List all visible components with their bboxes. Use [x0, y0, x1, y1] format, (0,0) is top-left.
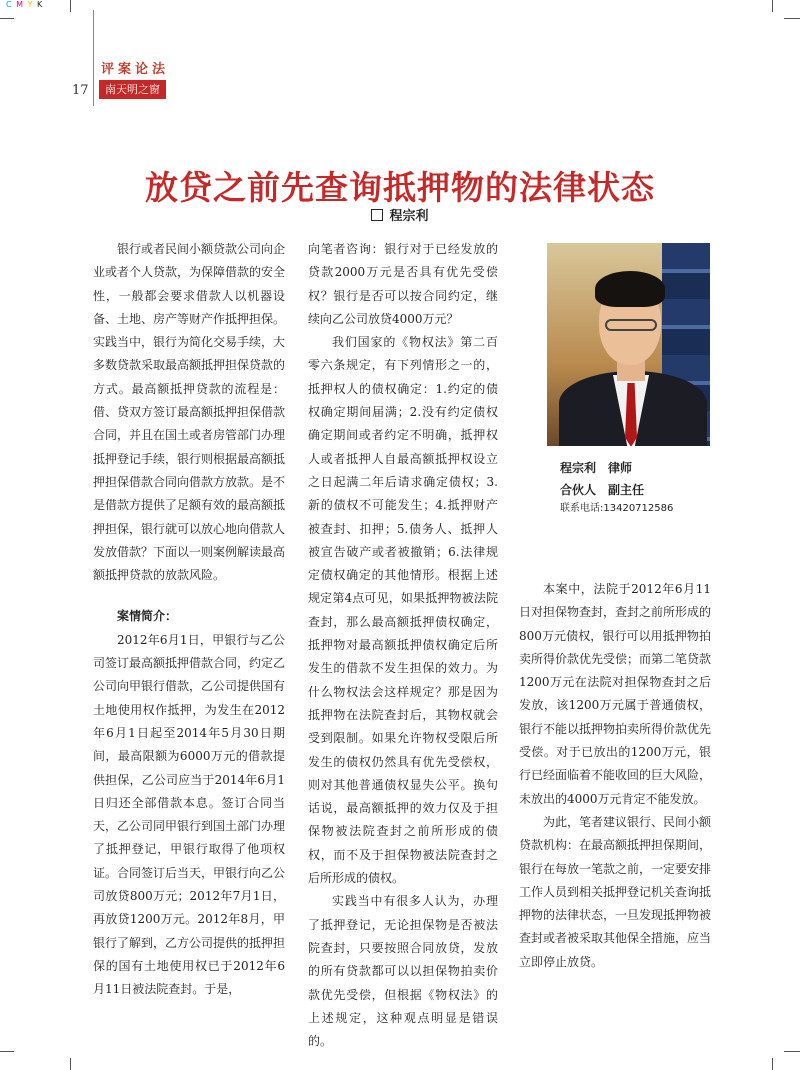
black-mark: K: [37, 0, 44, 9]
article-column-2: [308, 238, 498, 1053]
paragraph: 实践当中有很多人认为，办理了抵押登记，无论担保物是否被法院查封，只要按照合同放贷，发放的所有贷款都可以以担保物拍卖价款优先受偿，但根据《物权法》的上述规定，这种观点明显是错误的。: [308, 894, 498, 1049]
glasses: [605, 319, 657, 331]
byline: [0, 205, 800, 224]
crop-mark: [784, 1051, 800, 1052]
page-number: 17: [72, 83, 89, 98]
article-column-1: [93, 238, 285, 1002]
cyan-mark: C: [6, 0, 13, 9]
author-name: 程宗利: [389, 209, 429, 224]
cmyk-color-marks: [6, 0, 43, 9]
caption-position: 合伙人 副主任: [560, 483, 645, 497]
article-column-3: [519, 578, 711, 974]
paragraph: 本案中，法院于2012年6月11日对担保物查封，查封之前所形成的800万元债权，银行可以用抵押物拍卖所得价款优先受偿；而第二笔贷款1200万元在法院对担保物查封之后发放，该1200万元属于普通债权，银行不能以抵押物拍卖所得价款优先受偿。对于已放出的1200万元，银行已经面临着不能收回的巨大风险，未放出的4000万元肯定不能发放。: [519, 582, 712, 806]
crop-mark: [0, 18, 14, 19]
crop-mark: [784, 18, 800, 19]
subheading-case-summary: 案情简介：: [117, 609, 178, 624]
paragraph: 银行或者民间小额贷款公司向企业或者个人贷款，为保障借款的安全性，一般都会要求借款人以机器设备、土地、房产等财产作抵押担保。实践当中，银行为简化交易手续，大多数贷款采取最高额抵押担保贷款的方式。最高额抵押贷款的流程是：借、贷双方签订最高额抵押担保借款合同，并且在国土或者房管部门办理抵押登记手续，银行则根据最高额抵押担保借款合同向借款方放款。是不是借款方提供了足额有效的最高额抵押担保，银行就可以放心地向借款人发放借款？下面以一则案例解读最高额抵押贷款的放款风险。: [93, 242, 286, 583]
article-title: 放贷之前先查询抵押物的法律状态: [145, 168, 655, 208]
crop-mark: [772, 1058, 773, 1070]
column-tag: 南天明之窗: [99, 80, 166, 99]
paragraph: 向笔者咨询：银行对于已经发放的贷款2000万元是否具有优先受偿权？银行是否可以按合同约定，继续向乙公司放贷4000万元？: [308, 242, 498, 326]
author-portrait: [547, 243, 710, 446]
crop-mark: [772, 0, 773, 12]
crop-mark: [0, 1051, 14, 1052]
hair: [595, 271, 665, 307]
caption-name-title: 程宗利 律师: [560, 461, 633, 475]
section-title: 评案论法: [101, 62, 170, 77]
square-bullet-icon: [371, 209, 383, 221]
caption-phone: 联系电话:13420712586: [560, 503, 674, 514]
paragraph: 为此，笔者建议银行、民间小额贷款机构：在最高额抵押担保期间，银行在每放一笔款之前，一定要安排工作人员到相关抵押登记机关查询抵押物的法律状态，一旦发现抵押物被查封或者被采取其他保全措施，应当立即停止放贷。: [519, 814, 712, 969]
paragraph: 2012年6月1日，甲银行与乙公司签订最高额抵押借款合同，约定乙公司向甲银行借款，乙公司提供国有土地使用权作抵押，为发生在2012年6月1日起至2014年5月30日期间，最高限额为6000万元的借款提供担保，乙公司应当于2014年6月1日归还全部借款本息。签订合同当天，乙公司同甲银行到国土部门办理了抵押登记，甲银行取得了他项权证。合同签订后当天，甲银行向乙公司放贷800万元；2012年7月1日，再放贷1200万元。2012年8月，甲银行了解到，乙方公司提供的抵押担保的国有土地使用权已于2012年6月11日被法院查封。于是，: [93, 632, 286, 997]
paragraph: 我们国家的《物权法》第二百零六条规定，有下列情形之一的，抵押权人的债权确定：1.约定的债权确定期间届满；2.没有约定债权确定期间或者约定不明确，抵押权人或者抵押人自最高额抵押权设立之日起满二年后请求确定债权；3.新的债权不可能发生；4.抵押财产被查封、扣押；5.债务人、抵押人被宣告破产或者被撤销；6.法律规定债权确定的其他情形。根据上述规定第4点可见，如果抵押物被法院查封，那么最高额抵押债权确定，抵押物对最高额抵押债权确定后所发生的借款不发生担保的效力。为什么物权法会这样规定？那是因为抵押物在法院查封后，其物权就会受到限制。如果允许物权受限后所发生的债权仍然具有优先受偿权，则对其他普通债权显失公平。换句话说，最高额抵押的效力仅及于担保物被法院查封之前所形成的债权，而不及于担保物被法院查封之后所形成的债权。: [308, 335, 498, 886]
crop-mark: [70, 0, 71, 12]
crop-mark: [70, 1058, 71, 1070]
magenta-mark: M: [16, 0, 25, 9]
header-divider: [93, 10, 94, 106]
yellow-mark: Y: [27, 0, 34, 9]
